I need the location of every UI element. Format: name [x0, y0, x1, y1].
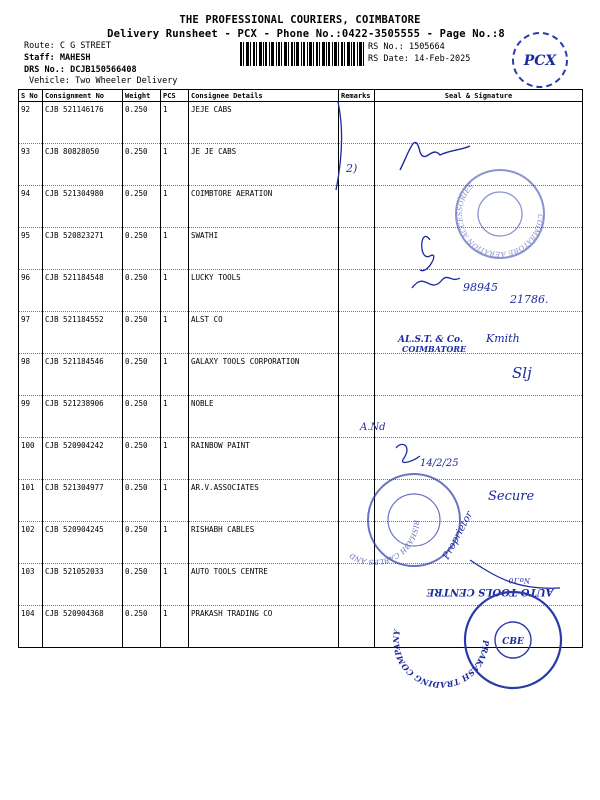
cell-consignee: AR.V.ASSOCIATES: [191, 483, 259, 492]
cell-consignee: GALAXY TOOLS CORPORATION: [191, 357, 300, 366]
phone-note-1: 98945: [463, 281, 498, 294]
staff-line: [24, 53, 91, 63]
cell-pcs: 1: [163, 441, 168, 450]
vehicle-line: [29, 76, 177, 86]
cell-consignment: CJB 80828050: [45, 147, 100, 156]
cell-weight: 0.250: [125, 147, 148, 156]
cell-pcs: 1: [163, 357, 168, 366]
rainbow-date: 14/2/25: [420, 458, 459, 469]
cell-weight: 0.250: [125, 357, 148, 366]
cell-consignment: CJB 521304977: [45, 483, 104, 492]
company-title: THE PROFESSIONAL COURIERS, COIMBATORE: [179, 14, 421, 26]
barcode: [240, 42, 364, 66]
col-signature: Seal & Signature: [375, 90, 583, 102]
cell-weight: 0.250: [125, 315, 148, 324]
table-row: [19, 102, 583, 144]
cell-consignee: NOBLE: [191, 399, 214, 408]
cell-sno: 96: [21, 273, 31, 282]
cell-pcs: 1: [163, 315, 168, 324]
cell-pcs: 1: [163, 567, 168, 576]
cell-pcs: 1: [163, 147, 168, 156]
col-consignment: Consignment No: [43, 90, 123, 102]
cell-consignment: CJB 521184552: [45, 315, 104, 324]
cell-sno: 92: [21, 105, 31, 114]
col-consignee: Consignee Details: [189, 90, 339, 102]
cell-weight: 0.250: [125, 231, 148, 240]
alst-stamp-line2: COIMBATORE: [402, 344, 467, 354]
vehicle-label: Vehicle:: [29, 76, 70, 86]
cell-sno: 97: [21, 315, 31, 324]
cell-sno: 98: [21, 357, 31, 366]
cell-consignee: RISHABH CABLES: [191, 525, 255, 534]
cell-pcs: 1: [163, 189, 168, 198]
table-row: [19, 606, 583, 648]
cell-weight: 0.250: [125, 273, 148, 282]
cell-consignment: CJB 520823271: [45, 231, 104, 240]
rs-no-line: [368, 42, 445, 52]
cell-sno: 99: [21, 399, 31, 408]
cell-consignment: CJB 521304980: [45, 189, 104, 198]
table-row: [19, 270, 583, 312]
pcx-stamp: [513, 33, 567, 87]
col-weight: Weight: [123, 90, 161, 102]
runsheet-table: [18, 89, 583, 648]
drs-value: DCJB150566408: [70, 65, 137, 75]
table-row: [19, 312, 583, 354]
rs-date-label: RS Date:: [368, 54, 409, 64]
rainbow-note: A.Nd: [360, 422, 386, 433]
rishabh-seal-text: RISHABH CABLES AND: [348, 519, 421, 567]
arv-signature: Secure: [488, 489, 535, 504]
table-row: [19, 144, 583, 186]
aeration-seal-text: COIMBATORE AERATION ACCESSORIES: [455, 182, 545, 259]
cell-weight: 0.250: [125, 525, 148, 534]
cell-consignee: LUCKY TOOLS: [191, 273, 241, 282]
proprietor-mark: Proprietor: [440, 509, 476, 562]
vehicle-value: Two Wheeler Delivery: [75, 76, 178, 86]
table-row: [19, 186, 583, 228]
cell-sno: 95: [21, 231, 31, 240]
cell-consignee: ALST CO: [191, 315, 223, 324]
rs-no-value: 1505664: [408, 42, 445, 52]
cell-sno: 100: [21, 441, 35, 450]
cell-consignment: CJB 521238906: [45, 399, 104, 408]
cell-weight: 0.250: [125, 105, 148, 114]
cell-consignee: PRAKASH TRADING CO: [191, 609, 273, 618]
cell-weight: 0.250: [125, 441, 148, 450]
cell-consignment: CJB 521184546: [45, 357, 104, 366]
cell-sno: 93: [21, 147, 31, 156]
route-label: Route:: [24, 41, 55, 51]
cell-weight: 0.250: [125, 189, 148, 198]
alst-signature: Kmith: [486, 332, 520, 345]
table-row: [19, 228, 583, 270]
table-row: [19, 522, 583, 564]
route-value: C G STREET: [59, 41, 112, 51]
prakash-seal-text: PRAKASH TRADING COMPANY: [390, 628, 492, 691]
rs-date-line: [368, 54, 470, 64]
runsheet-title: Delivery Runsheet - PCX - Phone No.:0422-3505555 - Page No.:8: [107, 28, 505, 40]
cell-pcs: 1: [163, 525, 168, 534]
alst-stamp-line1: AL.S.T. & Co.: [398, 335, 463, 345]
rs-no-label: RS No.:: [368, 42, 404, 52]
cell-consignment: CJB 521052033: [45, 567, 104, 576]
drs-label: DRS No.:: [24, 65, 65, 75]
route-line: [24, 41, 111, 51]
cell-weight: 0.250: [125, 609, 148, 618]
cell-pcs: 1: [163, 273, 168, 282]
cell-pcs: 1: [163, 399, 168, 408]
cell-consignment: CJB 521146176: [45, 105, 104, 114]
prakash-seal-centre: CBE: [502, 637, 524, 647]
col-remarks: Remarks: [339, 90, 375, 102]
cell-weight: 0.250: [125, 483, 148, 492]
auto-tools-stamp-text: AUTO TOOLS CENTRE: [426, 586, 554, 597]
staff-value: MAHESH: [59, 53, 91, 63]
cell-sno: 102: [21, 525, 35, 534]
cell-weight: 0.250: [125, 399, 148, 408]
cell-consignment: CJB 520904368: [45, 609, 104, 618]
table-row: [19, 564, 583, 606]
cell-sno: 94: [21, 189, 31, 198]
cell-pcs: 1: [163, 231, 168, 240]
table-row: [19, 354, 583, 396]
staff-label: Staff:: [24, 53, 55, 63]
cell-consignee: AUTO TOOLS CENTRE: [191, 567, 268, 576]
table-row: [19, 438, 583, 480]
col-pcs: PCS: [161, 90, 189, 102]
table-header-row: [19, 90, 583, 102]
cell-sno: 104: [21, 609, 35, 618]
cell-consignee: SWATHI: [191, 231, 219, 240]
table-row: [19, 480, 583, 522]
cell-consignment: CJB 520904242: [45, 441, 104, 450]
cell-sno: 101: [21, 483, 35, 492]
galaxy-signature: Slj: [512, 364, 532, 382]
remark-93: 2): [346, 162, 358, 175]
cell-pcs: 1: [163, 483, 168, 492]
cell-consignee: COIMBTORE AERATION: [191, 189, 273, 198]
cell-sno: 103: [21, 567, 35, 576]
cell-consignee: JEJE CABS: [191, 105, 232, 114]
cell-weight: 0.250: [125, 567, 148, 576]
pcx-stamp-text: PCX: [523, 53, 557, 69]
col-sno: S No: [19, 90, 43, 102]
cell-consignment: CJB 520904245: [45, 525, 104, 534]
drs-line: [24, 65, 137, 75]
cell-consignee: JE JE CABS: [191, 147, 237, 156]
phone-note-2: 21786.: [510, 293, 549, 306]
auto-tools-stamp-no: No.10: [508, 576, 530, 584]
cell-consignment: CJB 521184548: [45, 273, 104, 282]
table-row: [19, 396, 583, 438]
cell-consignee: RAINBOW PAINT: [191, 441, 250, 450]
rs-date-value: 14-Feb-2025: [414, 54, 471, 64]
cell-pcs: 1: [163, 105, 168, 114]
cell-pcs: 1: [163, 609, 168, 618]
